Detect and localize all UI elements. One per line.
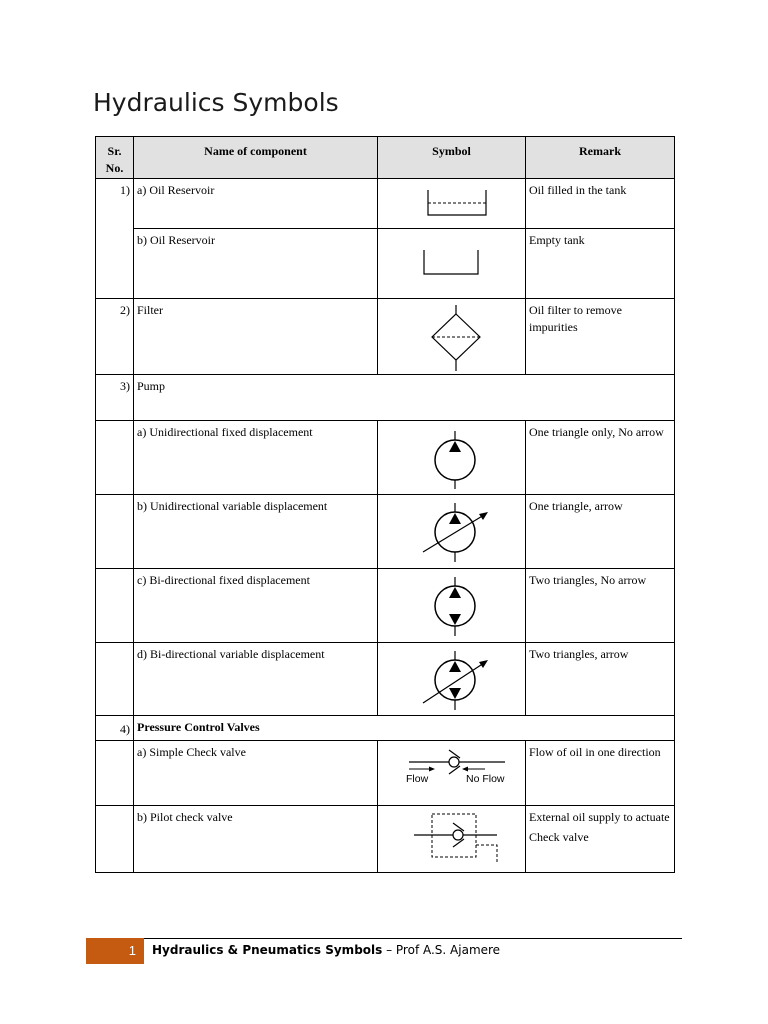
remark-cell: Empty tank: [526, 229, 675, 299]
remark-line-1: External oil supply to actuate: [529, 810, 670, 824]
sr-cell: 2): [96, 299, 134, 375]
sr-cell: 3): [96, 375, 134, 421]
check-valve-icon: [378, 741, 526, 806]
name-cell: Pump: [134, 375, 675, 421]
sr-cell: 1): [96, 179, 134, 299]
name-cell: b) Unidirectional variable displacement: [134, 495, 378, 569]
table-row: [96, 299, 675, 375]
table-row: [96, 179, 675, 229]
table-row: [96, 716, 675, 741]
sr-cell: [96, 741, 134, 806]
sr-cell: [96, 806, 134, 873]
page-title: Hydraulics Symbols: [93, 88, 339, 117]
pump-uni-variable-icon: [378, 495, 526, 569]
footer-title: [152, 943, 500, 957]
oil-reservoir-filled-icon: [378, 179, 526, 229]
table-row: [96, 569, 675, 643]
table-row: [96, 741, 675, 806]
name-cell: a) Oil Reservoir: [134, 179, 378, 229]
filter-icon: [378, 299, 526, 375]
name-cell: Filter: [134, 299, 378, 375]
symbols-table: [95, 136, 675, 873]
table-row: [96, 375, 675, 421]
table-row: [96, 495, 675, 569]
oil-reservoir-empty-icon: [378, 229, 526, 299]
footer-title-bold: Hydraulics & Pneumatics Symbols: [152, 943, 383, 957]
sr-cell: [96, 643, 134, 716]
sr-cell: [96, 569, 134, 643]
remark-cell: Flow of oil in one direction: [526, 741, 675, 806]
flow-label: Flow: [406, 773, 429, 785]
remark-cell: Oil filled in the tank: [526, 179, 675, 229]
pump-bi-variable-icon: [378, 643, 526, 716]
header-name: Name of component: [134, 137, 378, 179]
table-row: [96, 229, 675, 299]
header-remark: Remark: [526, 137, 675, 179]
name-cell: b) Pilot check valve: [134, 806, 378, 873]
pump-uni-fixed-icon: [378, 421, 526, 495]
remark-cell: One triangle, arrow: [526, 495, 675, 569]
remark-cell: Oil filter to remove impurities: [526, 299, 675, 375]
table-row: [96, 643, 675, 716]
header-symbol: Symbol: [378, 137, 526, 179]
name-cell: Pressure Control Valves: [134, 716, 675, 741]
table-row: [96, 806, 675, 873]
sr-cell: 4): [96, 716, 134, 741]
name-cell: b) Oil Reservoir: [134, 229, 378, 299]
sr-cell: [96, 495, 134, 569]
sr-cell: [96, 421, 134, 495]
pilot-check-valve-icon: [378, 806, 526, 873]
remark-cell: Two triangles, No arrow: [526, 569, 675, 643]
footer-title-rest: – Prof A.S. Ajamere: [382, 943, 501, 957]
name-cell: c) Bi-directional fixed displacement: [134, 569, 378, 643]
remark-cell: [526, 806, 675, 873]
remark-line-2: Check valve: [529, 830, 589, 844]
remark-cell: Two triangles, arrow: [526, 643, 675, 716]
pump-bi-fixed-icon: [378, 569, 526, 643]
name-cell: a) Unidirectional fixed displacement: [134, 421, 378, 495]
table-header-row: [96, 137, 675, 179]
footer-rule: [144, 938, 682, 939]
name-cell: a) Simple Check valve: [134, 741, 378, 806]
page-number: 1: [86, 938, 144, 964]
remark-cell: One triangle only, No arrow: [526, 421, 675, 495]
no-flow-label: No Flow: [466, 773, 505, 785]
header-sr: Sr. No.: [96, 137, 134, 179]
name-cell: d) Bi-directional variable displacement: [134, 643, 378, 716]
table-row: [96, 421, 675, 495]
